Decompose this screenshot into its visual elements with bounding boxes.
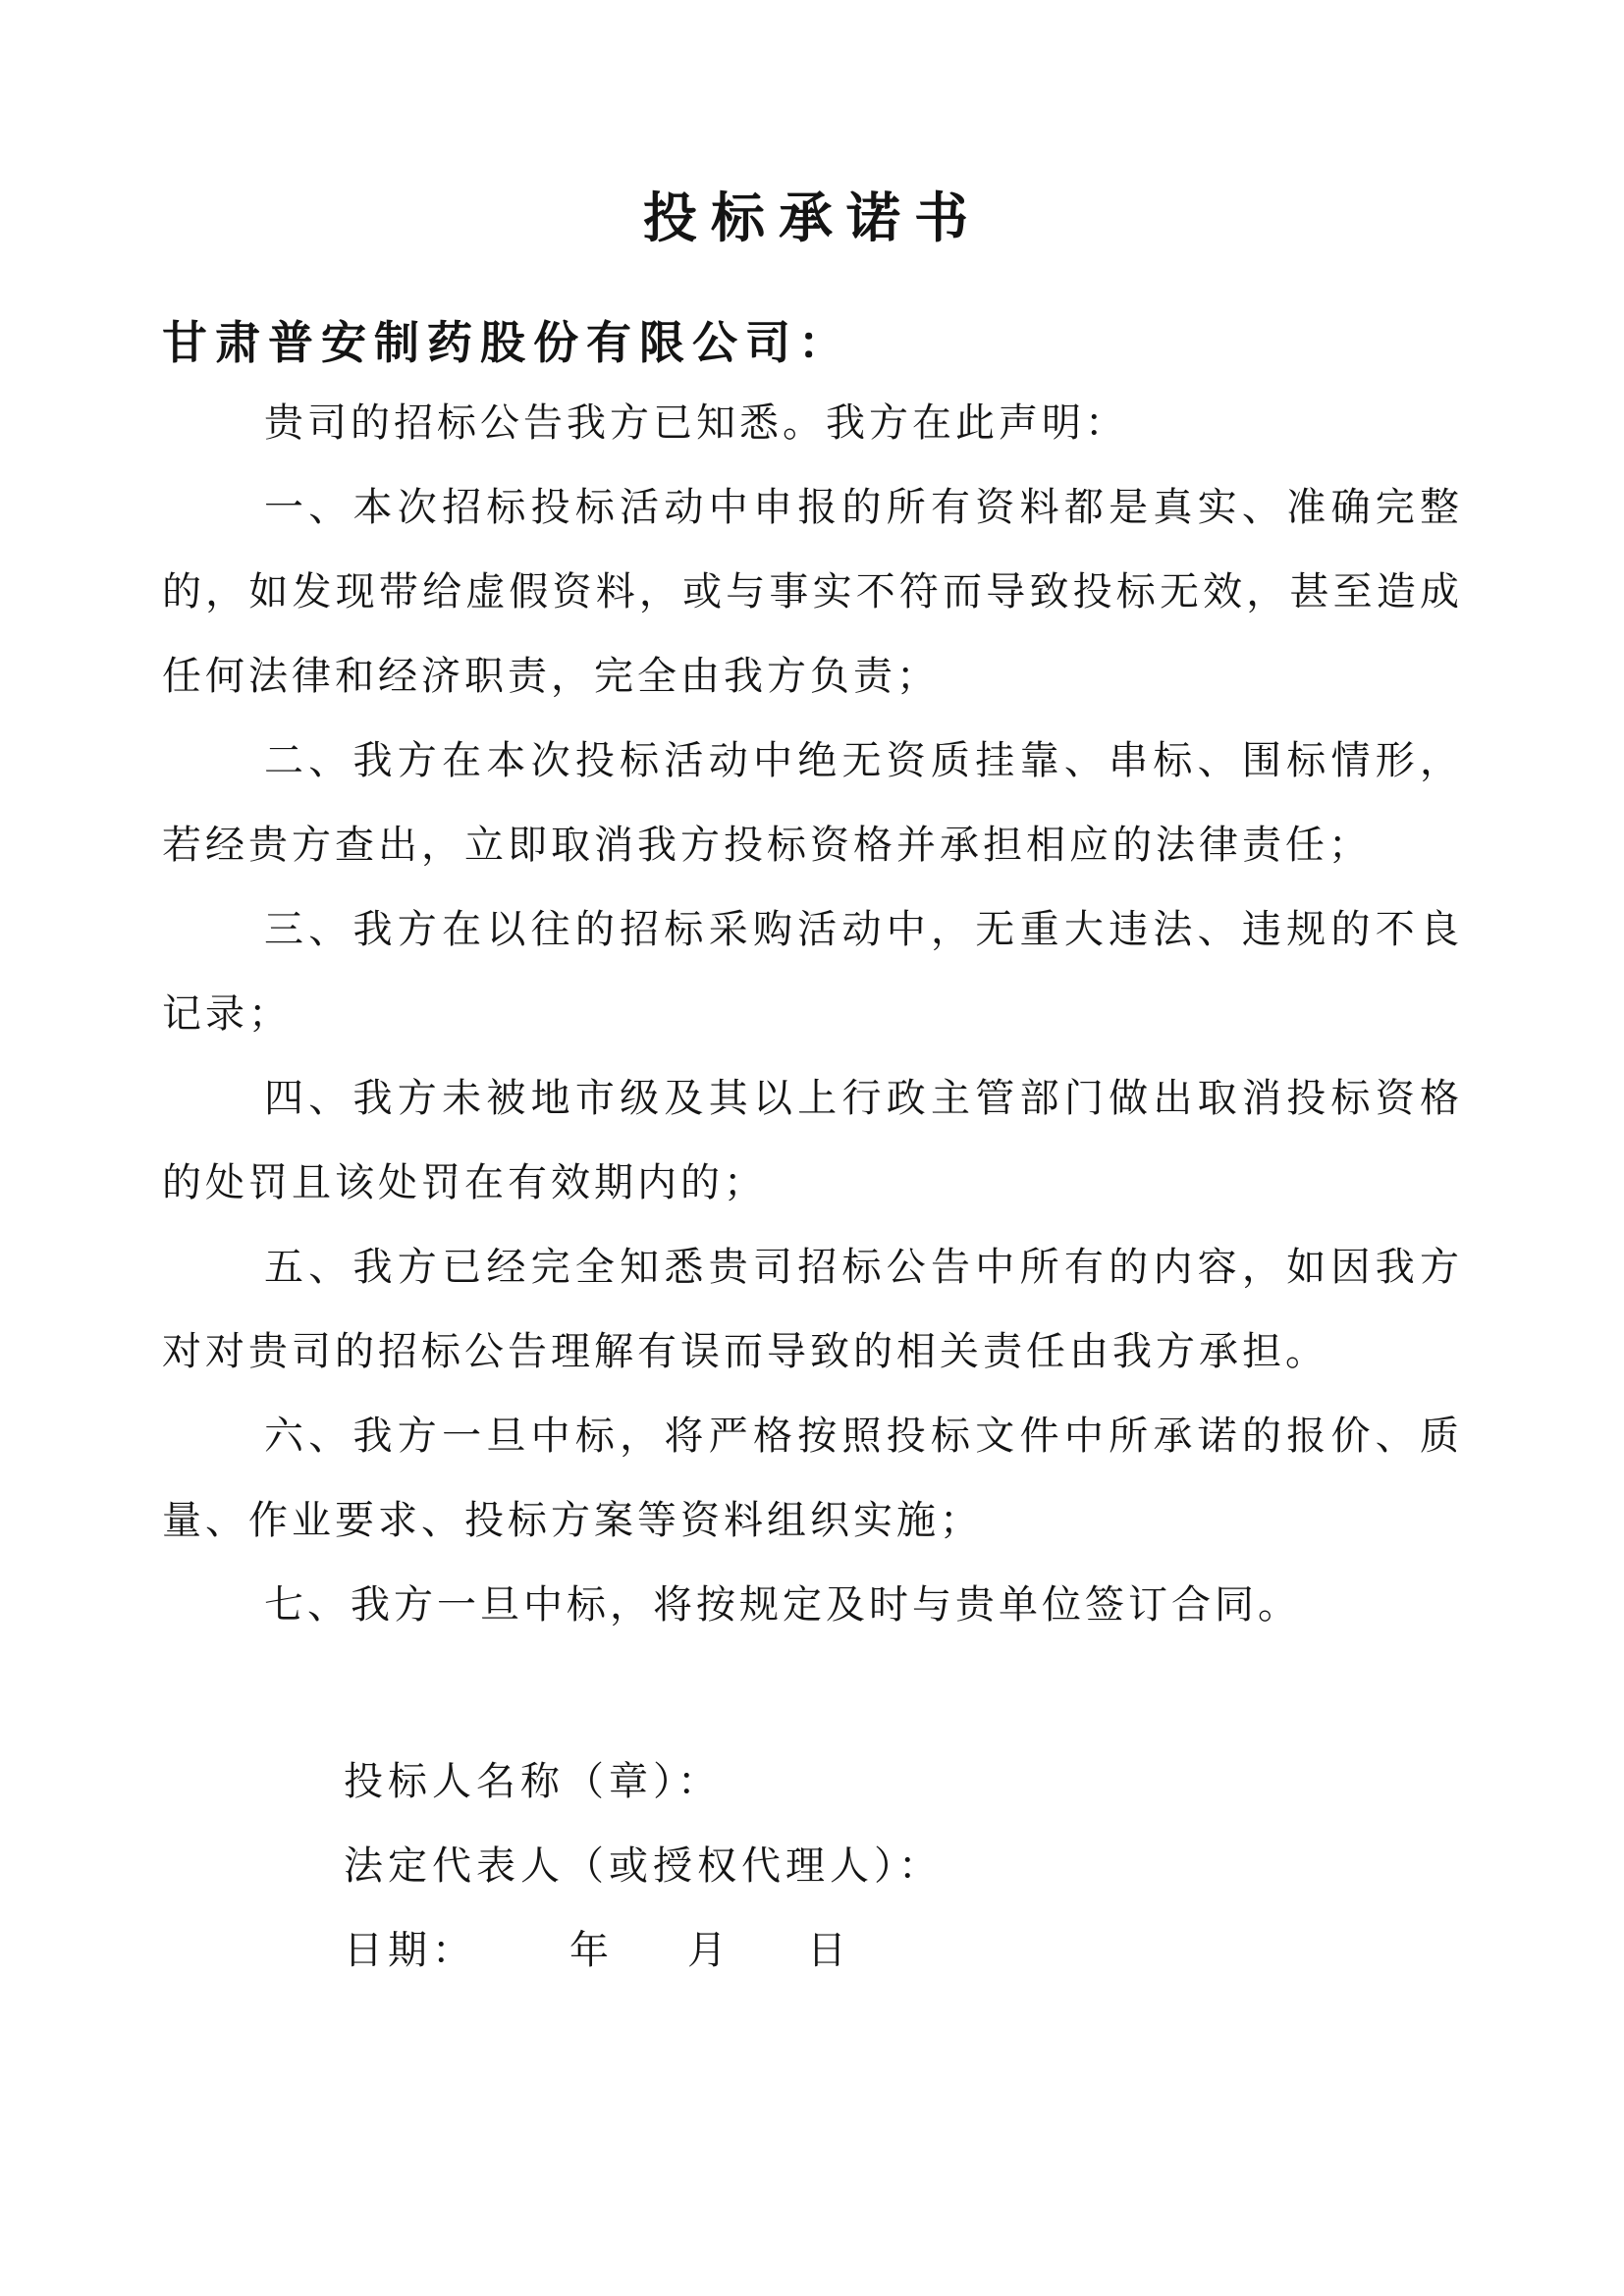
- clause-paragraph: [162, 719, 1463, 887]
- clause-paragraph: [162, 887, 1463, 1056]
- clause-line: 五、我方已经完全知悉贵司招标公告中所有的内容，如因我方: [264, 1245, 1463, 1289]
- date-day-label: 日: [807, 1928, 851, 1972]
- clause-paragraph: [162, 465, 1463, 719]
- signature-block: [162, 1739, 1463, 1993]
- clause-line: 七、我方一旦中标，将按规定及时与贵单位签订合同。: [264, 1582, 1301, 1627]
- clause-line: 对对贵司的招标公告理解有误而导致的相关责任由我方承担。: [162, 1329, 1328, 1373]
- document-body: [162, 381, 1463, 1647]
- clause-line: 若经贵方查出，立即取消我方投标资格并承担相应的法律责任；: [162, 823, 1372, 867]
- clause-line: 量、作业要求、投标方案等资料组织实施；: [162, 1498, 983, 1542]
- clause-line: 四、我方未被地市级及其以上行政主管部门做出取消投标资格: [264, 1076, 1463, 1120]
- clause-line: 六、我方一旦中标，将严格按照投标文件中所承诺的报价、质: [264, 1414, 1463, 1458]
- date-month-label: 月: [687, 1928, 731, 1972]
- date-label: 日期：: [344, 1928, 476, 1972]
- clause-line: 三、我方在以往的招标采购活动中，无重大违法、违规的不良: [264, 907, 1463, 951]
- clause-line: 任何法律和经济职责，完全由我方负责；: [162, 654, 940, 698]
- clause-line: 记录；: [162, 991, 292, 1036]
- document-title: 投标承诺书: [642, 187, 982, 248]
- recipient-line: 甘肃普安制药股份有限公司：: [162, 317, 851, 368]
- clause-line: 的处罚且该处罚在有效期内的；: [162, 1160, 767, 1204]
- legal-rep-line: 法定代表人（或授权代理人）：: [344, 1843, 943, 1888]
- bidder-name-line: 投标人名称（章）：: [344, 1759, 722, 1803]
- declaration-intro-line: 贵司的招标公告我方已知悉。我方在此声明：: [264, 400, 1128, 445]
- date-year-label: 年: [569, 1928, 614, 1972]
- clause-line: 二、我方在本次投标活动中绝无资质挂靠、串标、围标情形，: [264, 738, 1463, 782]
- clause-line: 一、本次招标投标活动中申报的所有资料都是真实、准确完整: [264, 485, 1463, 529]
- clause-paragraph: [162, 1563, 1463, 1647]
- clauses: [162, 465, 1463, 1647]
- date-line: [344, 1908, 1463, 1993]
- clause-line: 的，如发现带给虚假资料，或与事实不符而导致投标无效，甚至造成: [162, 569, 1463, 614]
- clause-paragraph: [162, 1225, 1463, 1394]
- clause-paragraph: [162, 1394, 1463, 1563]
- clause-paragraph: [162, 1056, 1463, 1225]
